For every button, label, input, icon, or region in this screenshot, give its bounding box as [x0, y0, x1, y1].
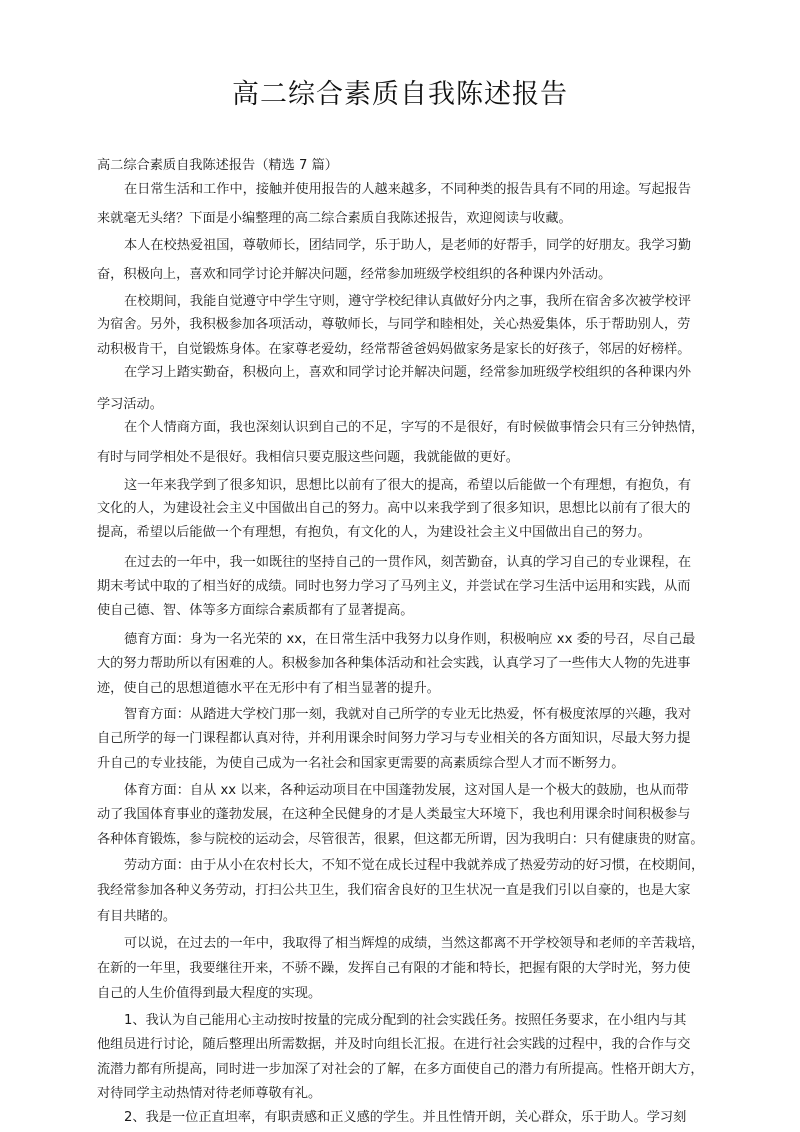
paragraph-3-line-1: 在校期间，我能自觉遵守中学生守则，遵守学校纪律认真做好分内之事，我所在宿舍多次被学校评 — [124, 294, 692, 309]
paragraph-12-line-2: 在新的一年里，我要继往开来，不骄不躁，发挥自己有限的才能和特长，把握有限的大学时光，努力使 — [97, 961, 691, 976]
paragraph-10-line-3: 各种体育锻炼，参与院校的运动会，尽管很苦，很累，但这都无所谓，因为我明白：只有健康贵的财富。 — [97, 832, 704, 847]
paragraph-6-line-1: 这一年来我学到了很多知识，思想比以前有了很大的提高，希望以后能做一个有理想，有抱负，有 — [124, 478, 692, 493]
paragraph-8-line-2: 大的努力帮助所以有困难的人。积极参加各种集体活动和社会实践，认真学习了一些伟大人物的先进事 — [97, 656, 691, 671]
paragraph-4-line-1: 在学习上踏实勤奋，积极向上，喜欢和同学讨论并解决问题，经常参加班级学校组织的各种课内外 — [124, 365, 692, 380]
paragraph-13-line-4: 对待同学主动热情对待老师尊敬有礼。 — [97, 1086, 322, 1101]
paragraph-10-line-1: 体育方面：自从 xx 以来，各种运动项目在中国蓬勃发展，这对国人是一个极大的鼓励，也从而带 — [124, 783, 689, 798]
paragraph-11-line-1: 劳动方面：由于从小在农村长大，不知不觉在成长过程中我就养成了热爱劳动的好习惯，在校期间， — [124, 858, 705, 873]
paragraph-3-line-2: 为宿舍。另外，我积极参加各项活动，尊敬师长，与同学和睦相处，关心热爱集体，乐于帮助别人，劳 — [97, 317, 691, 332]
paragraph-10-line-2: 动了我国体育事业的蓬勃发展，在这种全民健身的才是人类最宝大环境下，我也利用课余时间积极参与 — [97, 807, 691, 822]
paragraph-8-line-1: 德育方面：身为一名光荣的 xx，在日常生活中我努力以身作则，积极响应 xx 委的号召，尽自己最 — [124, 632, 696, 647]
paragraph-2-line-2: 奋，积极向上，喜欢和同学讨论并解决问题，经常参加班级学校组织的各种课内外活动。 — [97, 267, 612, 282]
paragraph-7-line-3: 使自己德、智、体等多方面综合素质都有了显著提高。 — [97, 603, 414, 618]
document-title: 高二综合素质自我陈述报告 — [232, 79, 568, 110]
paragraph-7-line-1: 在过去的一年中，我一如既往的坚持自己的一贯作风，刻苦勤奋，认真的学习自己的专业课程，在 — [124, 555, 692, 570]
paragraph-4-line-2: 学习活动。 — [97, 397, 163, 412]
paragraph-3-line-3: 动积极肯干，自觉锻炼身体。在家尊老爱幼，经常帮爸爸妈妈做家务是家长的好孩子，邻居的好榜样。 — [97, 342, 691, 357]
paragraph-13-line-3: 流潜力都有所提高，同时进一步加深了对社会的了解，在多方面使自己的潜力有所提高。性格开朗大方， — [97, 1062, 704, 1077]
document-subtitle: 高二综合素质自我陈述报告（精选 7 篇） — [97, 158, 338, 173]
paragraph-9-line-1: 智育方面：从踏进大学校门那一刻，我就对自己所学的专业无比热爱，怀有极度浓厚的兴趣，我对 — [124, 707, 692, 722]
paragraph-6-line-2: 文化的人，为建设社会主义中国做出自己的努力。高中以来我学到了很多知识，思想比以前有了很大的 — [97, 501, 691, 516]
paragraph-5-line-1: 在个人情商方面，我也深刻认识到自己的不足，字写的不是很好，有时候做事情会只有三分钟热情， — [124, 420, 705, 435]
paragraph-13-line-1: 1、我认为自己能用心主动按时按量的完成分配到的社会实践任务。按照任务要求，在小组内与其 — [124, 1013, 687, 1028]
paragraph-6-line-3: 提高，希望以后能做一个有理想，有抱负，有文化的人，为建设社会主义中国做出自己的努力。 — [97, 525, 651, 540]
paragraph-1-line-1: 在日常生活和工作中，接触并使用报告的人越来越多，不同种类的报告具有不同的用途。写起报告 — [124, 182, 692, 197]
paragraph-8-line-3: 迹，使自己的思想道德水平在无形中有了相当显著的提升。 — [97, 681, 440, 696]
paragraph-1-line-2: 来就毫无头绪？下面是小编整理的高二综合素质自我陈述报告，欢迎阅读与收藏。 — [97, 211, 572, 226]
paragraph-13-line-2: 他组员进行讨论，随后整理出所需数据，并及时向组长汇报。在进行社会实践的过程中，我的合作与交 — [97, 1037, 691, 1052]
paragraph-5-line-2: 有时与同学相处不是很好。我相信只要克服这些问题，我就能做的更好。 — [97, 450, 519, 465]
paragraph-14-line-1: 2、我是一位正直坦率，有职责感和正义感的学生。并且性情开朗，关心群众，乐于助人。学习刻 — [124, 1110, 687, 1125]
paragraph-9-line-3: 升自己的专业技能，为使自己成为一名社会和国家更需要的高素质综合型人才而不断努力。 — [97, 756, 625, 771]
paragraph-11-line-2: 我经常参加各种义务劳动，打扫公共卫生，我们宿舍良好的卫生状况一直是我们引以自豪的，也是大家 — [97, 883, 691, 898]
paragraph-2-line-1: 本人在校热爱祖国，尊敬师长，团结同学，乐于助人，是老师的好帮手，同学的好朋友。我学习勤 — [124, 238, 692, 253]
paragraph-9-line-2: 自己所学的每一门课程都认真对待，并利用课余时间努力学习与专业相关的各方面知识，尽最大努力提 — [97, 731, 691, 746]
paragraph-7-line-2: 期末考试中取的了相当好的成绩。同时也努力学习了马列主义，并尝试在学习生活中运用和实践，从而 — [97, 579, 691, 594]
paragraph-12-line-1: 可以说，在过去的一年中，我取得了相当辉煌的成绩，当然这都离不开学校领导和老师的辛苦栽培， — [124, 936, 705, 951]
paragraph-12-line-3: 自己的人生价值得到最大程度的实现。 — [97, 986, 322, 1001]
paragraph-11-line-3: 有目共睹的。 — [97, 909, 177, 924]
